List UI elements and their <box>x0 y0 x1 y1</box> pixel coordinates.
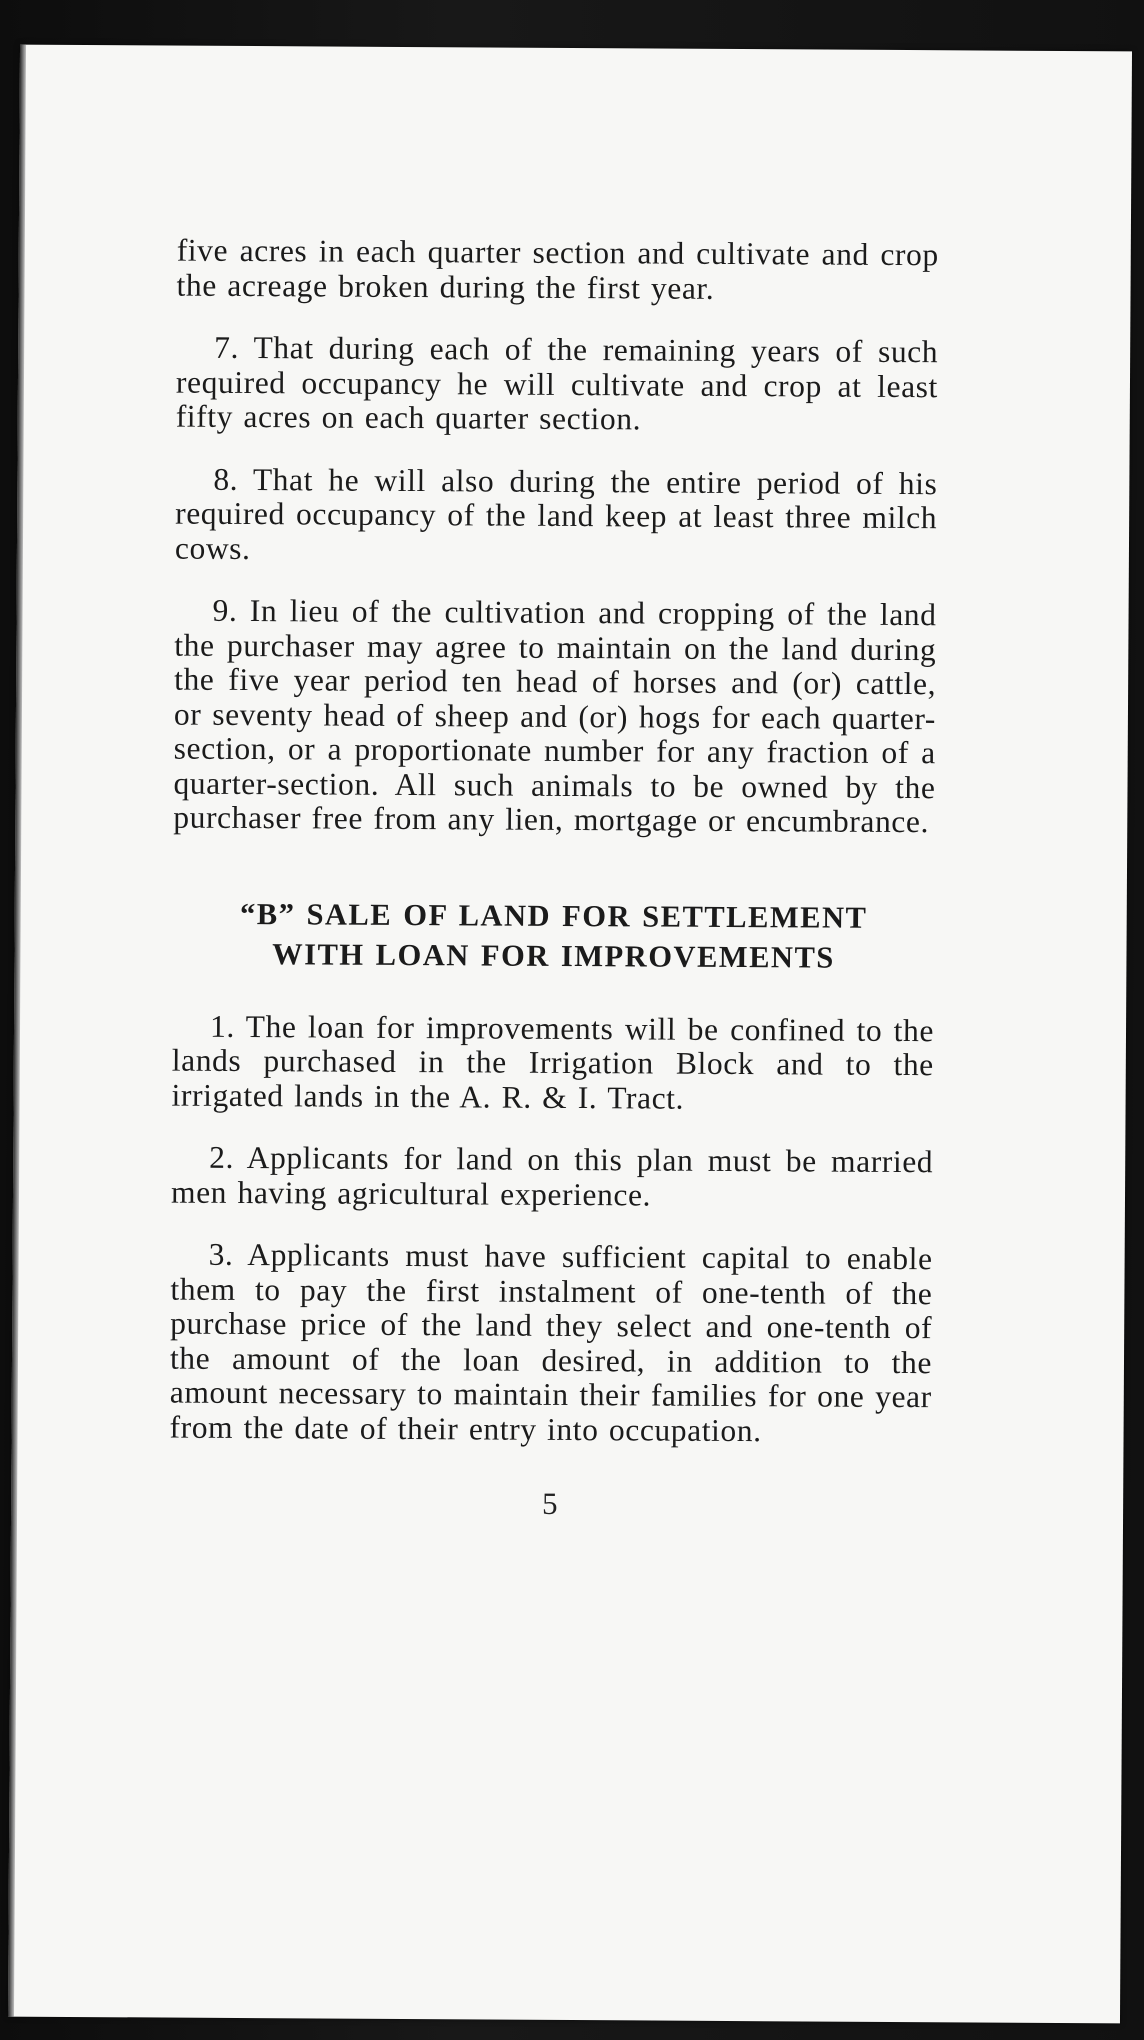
page-number: 5 <box>541 1485 559 1521</box>
paragraph-b-item-3: 3. Applicants must have sufficient capital to enable them to pay the first instalment of one-tenth of the purchase price of the land they select and one-tenth of the amount of the loan desired, in addition to the amount necessary to maintain their families for one year from the date of their entry into occupation. <box>169 1236 933 1448</box>
paragraph-item-8: 8. That he will also during the entire period of his required occupancy of the land keep at least three milch cows. <box>174 461 938 566</box>
paragraph-b-item-2: 2. Applicants for land on this plan must be married men having agricultural experience. <box>170 1139 934 1212</box>
paragraph-b-item-1: 1. The loan for improvements will be confined to the lands purchased in the Irrigation Block and to the irrigated lands in the A. R. & I. Tract. <box>171 1008 935 1116</box>
paragraph-item-9: 9. In lieu of the cultivation and cropping of the land the purchaser may agree to maintain on the land during the five year period ten head of horses and (or) cattle, or seventy head of sheep and (or) hogs for each quarter-section, or a proportionate number for any fraction of a quarter-section. All such animals to be owned by the purchaser free from any lien, mortgage or encumbrance. <box>173 592 937 840</box>
section-heading <box>172 893 934 978</box>
section-heading-line-2: WITH LOAN FOR IMPROVEMENTS <box>272 936 835 975</box>
section-heading-line-1: “B” SALE OF LAND FOR SETTLEMENT <box>239 896 868 935</box>
page-edge <box>8 45 26 2017</box>
paragraph-continued: five acres in each quarter section and cultivate and crop the acreage broken during the first year. <box>176 232 939 306</box>
page-content <box>169 234 939 1524</box>
document-page <box>8 45 1132 2024</box>
paragraph-item-7: 7. That during each of the remaining years of such required occupancy he will cultivate and crop at least fifty acres on each quarter section. <box>175 329 939 437</box>
